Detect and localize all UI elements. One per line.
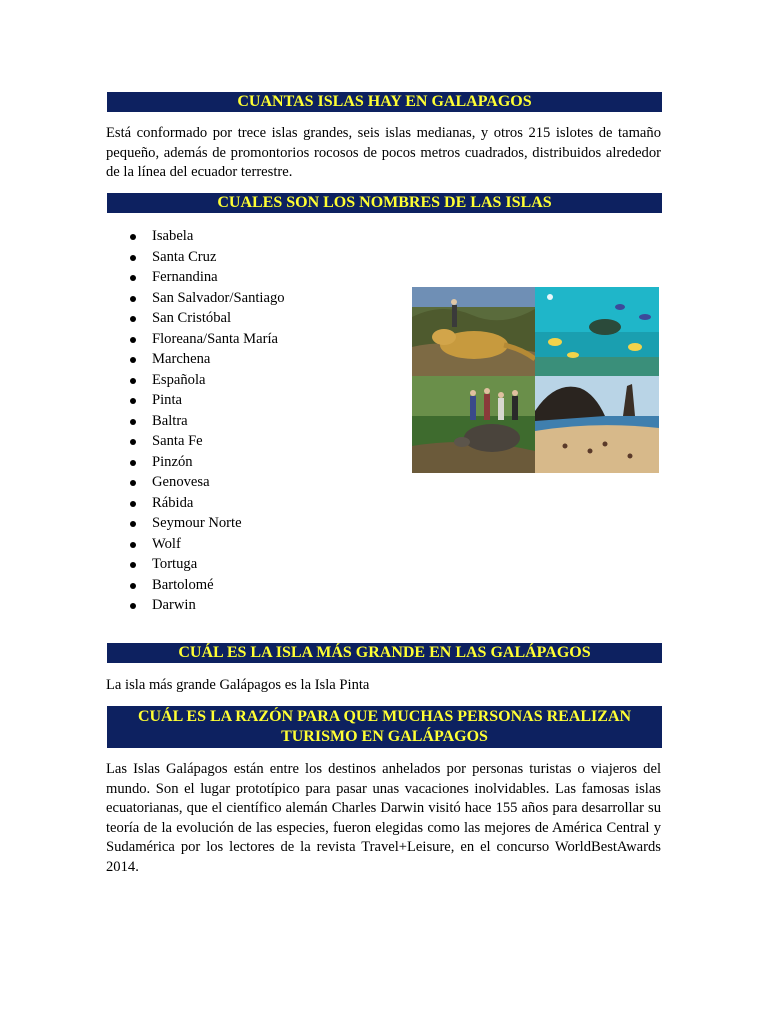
bullet-icon — [130, 501, 136, 507]
bullet-icon — [130, 378, 136, 384]
bullet-icon — [130, 255, 136, 261]
heading-largest-island: CUÁL ES LA ISLA MÁS GRANDE EN LAS GALÁPAGOS — [107, 643, 662, 663]
list-item — [120, 288, 285, 309]
island-name: Bartolomé — [152, 576, 214, 593]
list-item — [120, 267, 285, 288]
bullet-icon — [130, 275, 136, 281]
island-names-list — [120, 226, 285, 616]
list-item — [120, 390, 285, 411]
bullet-icon — [130, 521, 136, 527]
list-item — [120, 534, 285, 555]
island-name: Pinzón — [152, 453, 193, 470]
bullet-icon — [130, 296, 136, 302]
galapagos-photo-collage — [412, 287, 659, 473]
snorkeling-fish-photo — [535, 287, 659, 376]
bullet-icon — [130, 583, 136, 589]
island-name: Pinta — [152, 392, 182, 408]
island-name: Rábida — [152, 494, 194, 511]
bullet-icon — [130, 398, 136, 404]
list-item — [120, 513, 285, 534]
list-item — [120, 595, 285, 616]
heading-island-names: CUALES SON LOS NOMBRES DE LAS ISLAS — [107, 193, 662, 213]
land-iguana-photo — [412, 287, 535, 376]
list-item — [120, 370, 285, 391]
bullet-icon — [130, 562, 136, 568]
bullet-icon — [130, 439, 136, 445]
island-name: Marchena — [152, 351, 211, 367]
paragraph-largest-island: La isla más grande Galápagos es la Isla Pinta — [106, 677, 370, 693]
island-name: Genovesa — [152, 474, 210, 490]
heading-tourism-reason: CUÁL ES LA RAZÓN PARA QUE MUCHAS PERSONAS REALIZAN TURISMO EN GALÁPAGOS — [107, 706, 662, 748]
island-name: Floreana/Santa María — [152, 330, 279, 347]
bullet-icon — [130, 603, 136, 609]
pinnacle-rock-beach-photo — [535, 376, 659, 473]
island-name: Seymour Norte — [152, 515, 242, 531]
island-name: Fernandina — [152, 269, 218, 285]
bullet-icon — [130, 480, 136, 486]
giant-tortoise-tourists-photo — [412, 376, 535, 473]
paragraph-island-count: Está conformado por trece islas grandes, seis islas medianas, y otros 215 islotes de tamaño pequeño, además de promontorios rocosos de pocos metros cuadrados, distribuidos alrededor de la línea del ecuador terrestre. — [106, 125, 661, 180]
list-item — [120, 329, 285, 350]
bullet-icon — [130, 419, 136, 425]
list-item — [120, 349, 285, 370]
list-item — [120, 247, 285, 268]
list-item — [120, 493, 285, 514]
list-item — [120, 411, 285, 432]
list-item — [120, 452, 285, 473]
island-name: Isabela — [152, 228, 194, 244]
island-name: Española — [152, 371, 206, 388]
island-name: San Cristóbal — [152, 310, 232, 326]
bullet-icon — [130, 316, 136, 322]
list-item — [120, 431, 285, 452]
heading-how-many-islands: CUANTAS ISLAS HAY EN GALAPAGOS — [107, 92, 662, 112]
island-name: Baltra — [152, 412, 188, 429]
island-name: Santa Cruz — [152, 248, 217, 265]
island-name: San Salvador/Santiago — [152, 289, 285, 306]
island-name: Tortuga — [152, 556, 198, 572]
paragraph-tourism-reason: Las Islas Galápagos están entre los destinos anhelados por personas turistas o viajeros del mundo. Son el lugar prototípico para pasar unas vacaciones inolvidables. Las famosas islas ecuatorianas, que el científico alemán Charles Darwin visitó hace 155 años para desarrollar su teoría de la evolución de las especies, fueron elegidas como las mejores de América Central y Sudamérica por los lectores de la revista Travel+Leisure, en el concurso WorldBestAwards 2014. — [106, 761, 661, 875]
bullet-icon — [130, 542, 136, 548]
island-name: Wolf — [152, 535, 181, 552]
bullet-icon — [130, 357, 136, 363]
bullet-icon — [130, 234, 136, 240]
list-item — [120, 472, 285, 493]
bullet-icon — [130, 337, 136, 343]
list-item — [120, 554, 285, 575]
list-item — [120, 226, 285, 247]
island-name: Santa Fe — [152, 433, 203, 449]
bullet-icon — [130, 460, 136, 466]
island-name: Darwin — [152, 597, 196, 613]
list-item — [120, 308, 285, 329]
list-item — [120, 575, 285, 596]
